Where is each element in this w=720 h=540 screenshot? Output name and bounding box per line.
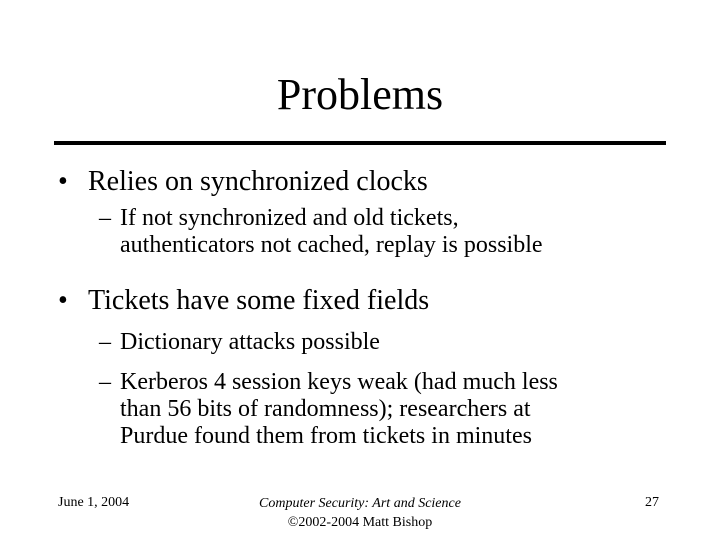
bullet-item bbox=[58, 165, 428, 199]
sub-bullet-line: than 56 bits of randomness); researchers at bbox=[120, 396, 531, 422]
dash-icon: – bbox=[99, 329, 111, 355]
sub-bullet-item bbox=[99, 329, 380, 356]
bullet-dot-icon: • bbox=[58, 166, 68, 197]
sub-bullet-line: Dictionary attacks possible bbox=[120, 329, 380, 355]
footer-course-title: Computer Security: Art and Science bbox=[259, 496, 461, 511]
dash-icon: – bbox=[99, 205, 111, 231]
footer-copyright: ©2002-2004 Matt Bishop bbox=[287, 515, 433, 530]
sub-bullet-line: authenticators not cached, replay is possible bbox=[120, 232, 543, 258]
sub-bullet-line: Kerberos 4 session keys weak (had much less bbox=[120, 369, 558, 395]
title-divider bbox=[54, 141, 666, 145]
bullet-item bbox=[58, 284, 429, 318]
bullet-text: Relies on synchronized clocks bbox=[88, 166, 428, 197]
sub-bullet-line: If not synchronized and old tickets, bbox=[120, 205, 459, 231]
dash-icon: – bbox=[99, 369, 111, 395]
slide-title: Problems bbox=[276, 70, 444, 119]
sub-bullet-item bbox=[99, 205, 543, 259]
footer-center bbox=[210, 494, 510, 532]
footer-date: June 1, 2004 bbox=[58, 495, 130, 510]
footer-page-number: 27 bbox=[645, 495, 659, 510]
sub-bullet-item bbox=[99, 369, 558, 450]
bullet-text: Tickets have some fixed fields bbox=[88, 285, 430, 316]
sub-bullet-line: Purdue found them from tickets in minutes bbox=[120, 423, 532, 449]
bullet-dot-icon: • bbox=[58, 285, 68, 316]
